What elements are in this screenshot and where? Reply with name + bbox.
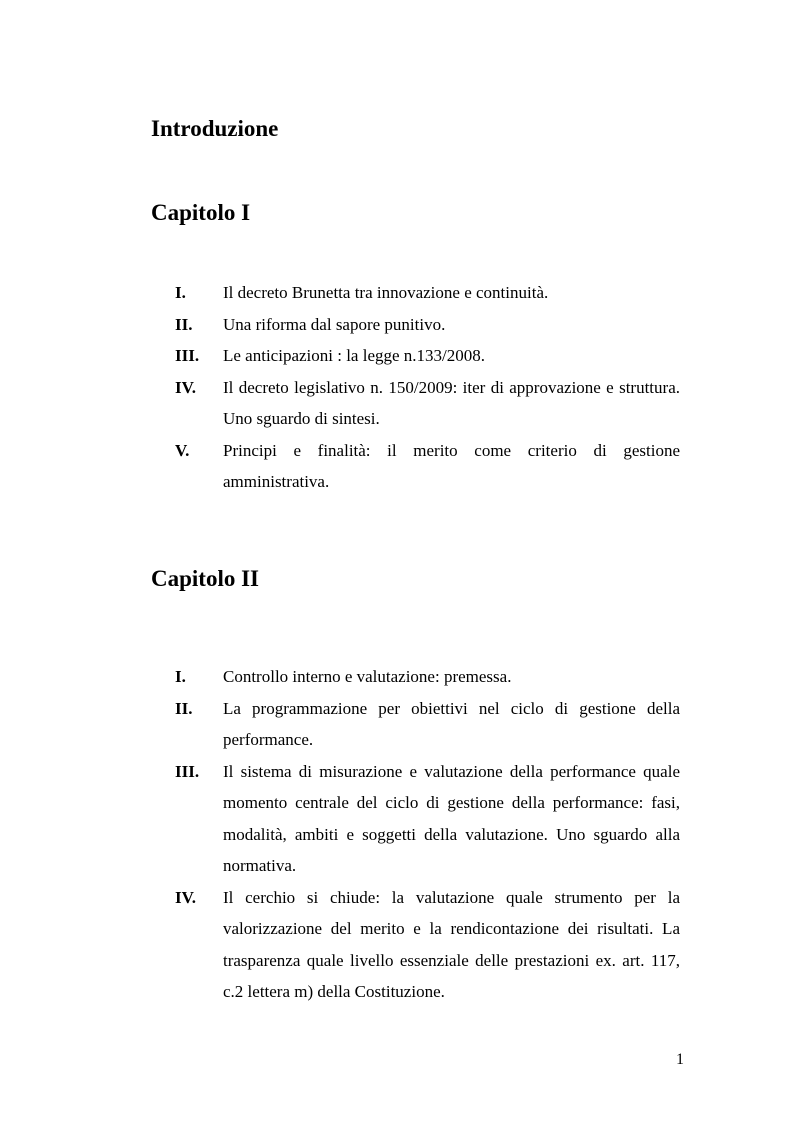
toc-item-number: IV. [175, 887, 196, 907]
toc-item-number: I. [175, 283, 186, 302]
chapter-1-contents [175, 277, 680, 498]
toc-item-number: II. [175, 698, 193, 718]
toc-item [175, 661, 680, 693]
toc-item-number: I. [175, 667, 186, 686]
toc-item [175, 693, 680, 756]
toc-item [175, 372, 680, 435]
toc-item-number: V. [175, 440, 190, 460]
toc-item-number: IV. [175, 377, 196, 397]
toc-item-text: Il sistema di misurazione e valutazione della performance quale momento centrale del ciclo di gestione della performance: fasi, modalità, ambiti e soggetti della valutazione. Uno sguardo alla normativa. [223, 761, 680, 875]
toc-item-text: Controllo interno e valutazione: premessa. [223, 667, 512, 686]
toc-item [175, 340, 680, 372]
toc-item [175, 882, 680, 1008]
toc-item-text: Principi e finalità: il merito come criterio di gestione amministrativa. [223, 440, 680, 491]
chapter-2-heading: Capitolo II [151, 566, 259, 591]
toc-item-text: Il cerchio si chiude: la valutazione quale strumento per la valorizzazione del merito e la rendicontazione dei risultati. La trasparenza quale livello essenziale delle prestazioni ex. art. 117, c.2 lettera m) della Costituzione. [223, 887, 680, 1001]
toc-item-number: III. [175, 761, 200, 781]
page-number: 1 [676, 1051, 684, 1068]
toc-item [175, 309, 680, 341]
chapter-1-heading: Capitolo I [151, 200, 251, 225]
toc-item [175, 277, 680, 309]
introduction-heading: Introduzione [151, 116, 279, 141]
toc-item-text: Il decreto legislativo n. 150/2009: iter di approvazione e struttura. Uno sguardo di sintesi. [223, 377, 680, 428]
toc-item-number: II. [175, 314, 193, 334]
toc-item [175, 756, 680, 882]
toc-item-text: Le anticipazioni : la legge n.133/2008. [223, 346, 486, 365]
toc-item-text: Il decreto Brunetta tra innovazione e continuità. [223, 283, 549, 302]
toc-item-text: La programmazione per obiettivi nel ciclo di gestione della performance. [223, 698, 680, 749]
toc-item-number: III. [175, 346, 200, 365]
toc-item-text: Una riforma dal sapore punitivo. [223, 314, 446, 334]
toc-item [175, 435, 680, 498]
chapter-2-contents [175, 661, 680, 1008]
